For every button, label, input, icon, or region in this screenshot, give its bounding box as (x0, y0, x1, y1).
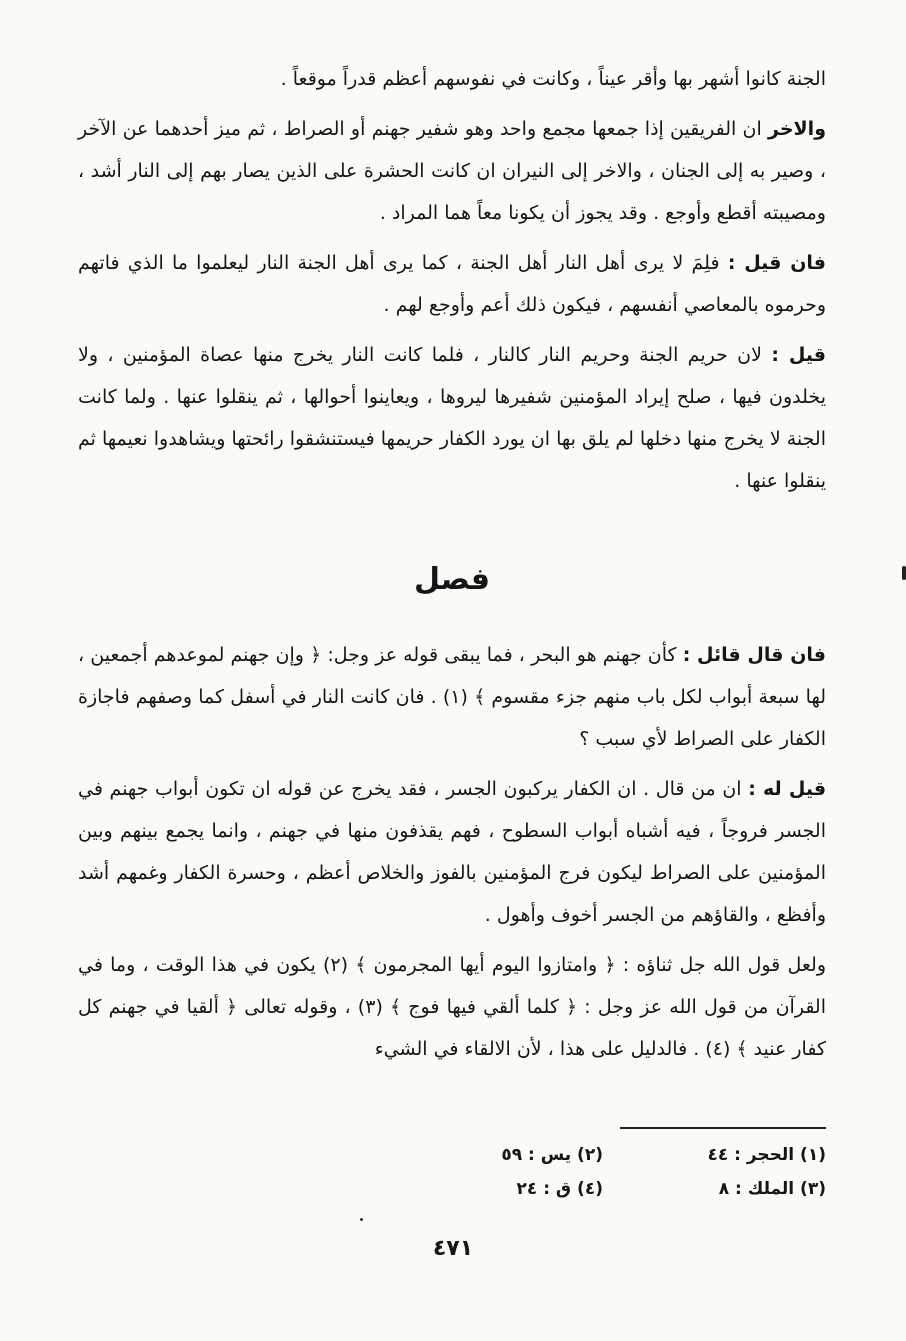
paragraph (78, 242, 826, 326)
page-body (78, 58, 826, 1078)
paragraph (78, 58, 826, 100)
paragraph-lead: فان قال قائل : (682, 644, 826, 666)
paragraph-text: فلِمَ لا يرى أهل النار أهل الجنة ، كما يرى أهل الجنة النار ليعلموا ما الذي فاتهم وحرموه بالمعاصي أنفسهم ، فيكون ذلك أعم وأوجع لهم . (78, 252, 826, 316)
paragraph (78, 944, 826, 1070)
margin-mark (902, 566, 906, 580)
paragraph-text: كأن جهنم هو البحر ، فما يبقى قوله عز وجل: ﴿ وإن جهنم لموعدهم أجمعين ، لها سبعة أبواب لكل باب منهم جزء مقسوم ﴾ (١) . فان كانت النار في أسفل كما وصفهم فاجازة الكفار على الصراط لأي سبب ؟ (78, 644, 826, 750)
footnotes (420, 1142, 826, 1202)
paragraph-text: ان من قال . ان الكفار يركبون الجسر ، فقد يخرج عن قوله ان تكون أبواب جهنم في الجسر فروجاً ، فيه أشباه أبواب السطوح ، فهم يقذفون منها في جهنم ، وانما يجمع بينهم وبين المؤمنين على الصراط ليكون فرج المؤمنين بالفوز والخلاص أعظم ، وحسرة الكفار وغمهم أشد وأفظع ، والقاؤهم من الجسر أخوف وأهول . (78, 778, 826, 926)
paragraph-lead: فان قيل : (727, 252, 826, 274)
paragraph-lead: قيل : (771, 344, 826, 366)
paragraph-lead: قيل له : (748, 778, 827, 800)
section-title: فصل (414, 562, 490, 597)
paragraphs-before (78, 58, 826, 502)
paragraph-text: ولعل قول الله جل ثناؤه : ﴿ وامتازوا اليوم أيها المجرمون ﴾ (٢) يكون في هذا الوقت ، وما في القرآن من قول الله عز وجل : ﴿ كلما ألقي فيها فوج ﴾ (٣) ، وقوله تعالى ﴿ ألقيا في جهنم كل كفار عنيد ﴾ (٤) . فالدليل على هذا ، لأن الالقاء في الشيء (78, 954, 826, 1060)
paragraph (78, 768, 826, 936)
paragraph (78, 108, 826, 234)
footnote: (٣) الملك : ٨ (718, 1179, 826, 1199)
footnote: (٢) يس : ٥٩ (501, 1145, 603, 1165)
paragraph-text: لان حريم الجنة وحريم النار كالنار ، فلما كانت النار يخرج منها عصاة المؤمنين ، ولا يخلدون فيها ، صلح إيراد المؤمنين شفيرها ليروها ، ويعاينوا أحوالها ، ثم ينقلوا عنها . ولما كانت الجنة لا يخرج منها دخلها لم يلق بها ان يورد الكفار حريمها فيستنشقوا رائحتها ويشاهدوا نعيمها ثم ينقلوا عنها . (78, 344, 826, 492)
paragraph-text: ان الفريقين إذا جمعها مجمع واحد وهو شفير جهنم أو الصراط ، ثم ميز أحدهما عن الآخر ، وصير به إلى الجنان ، والاخر إلى النيران ان كانت الحشرة على الذين يصار بهم إلى النار أشد ، ومصيبته أقطع وأوجع . وقد يجوز أن يكونا معاً هما المراد . (78, 118, 826, 224)
paragraph-lead: والاخر (768, 118, 826, 140)
ink-speck (360, 1218, 363, 1221)
footnote: (٤) ق : ٢٤ (516, 1179, 603, 1199)
paragraph (78, 334, 826, 502)
page-number: ٤٧١ (432, 1236, 474, 1261)
paragraphs-after (78, 634, 826, 1070)
footnote-divider (620, 1127, 826, 1129)
footnote: (١) الحجر : ٤٤ (707, 1145, 826, 1165)
paragraph (78, 634, 826, 760)
paragraph-text: الجنة كانوا أشهر بها وأقر عيناً ، وكانت في نفوسهم أعظم قدراً موقعاً . (280, 68, 826, 90)
